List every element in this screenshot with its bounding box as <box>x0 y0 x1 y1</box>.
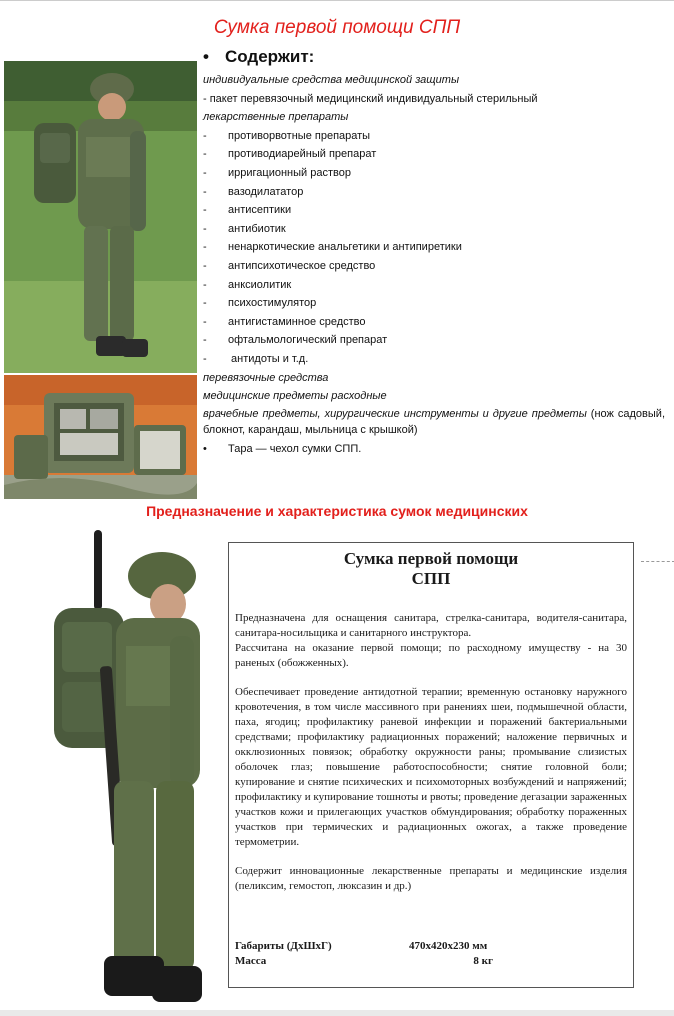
slide-title: Сумка первой помощи СПП <box>213 17 461 38</box>
divider <box>0 1010 674 1016</box>
list-item: - антипсихотическое средство <box>203 259 376 272</box>
specs <box>235 939 627 969</box>
list-item: - анксиолитик <box>203 278 292 291</box>
tare-item: • Тара — чехол сумки СПП. <box>203 442 362 455</box>
section-consumables: медицинские предметы расходные <box>203 390 387 403</box>
line-package: - пакет перевязочный медицинский индивидуальный стерильный <box>203 92 538 105</box>
contents-text: Содержит инновационные лекарственные препараты и медицинские изделия (пеликсим, гемостоп, люксазин и др.) <box>235 865 627 892</box>
list-item: - противодиарейный препарат <box>203 148 377 161</box>
list-item: - вазодилататор <box>203 185 304 198</box>
list-item: - антисептики <box>203 204 292 217</box>
list-item: - психостимулятор <box>203 297 317 310</box>
medical-kit-photo <box>4 375 197 499</box>
top-slide <box>0 0 674 501</box>
soldier-photo <box>4 61 197 373</box>
section-drugs: лекарственные препараты <box>203 111 349 124</box>
capacity-text: Рассчитана на оказание первой помощи; по расходному имуществу - на 30 раненых (обожженных). <box>235 642 627 669</box>
list-item: - антибиотик <box>203 222 286 235</box>
contents-heading-text: Содержит: <box>225 47 315 66</box>
section-dressings: перевязочные средства <box>203 371 329 384</box>
section-instruments: врачебные предметы, хирургические инструменты и другие предметы (нож садовый, блокнот, карандаш, мыльница с крышкой) <box>203 407 665 436</box>
section-protection: индивидуальные средства медицинской защиты <box>203 74 460 86</box>
capabilities-text: Обеспечивает проведение антидотной терапии; временную остановку наружного кровотечения, в том числе массивного при ранениях шеи, подмышечной области, паха, ягодиц; профилактику раневой инфекции и поражений бактериальными средствами; профилактику радиационных поражений; наложение первичных и окклюзионных повязок; обработку окружности раны; промывание слизистых оболочек глаз; повышение работоспособности; снятие головной боли; купирование и снятие психических и психомоторных возбуждений и напряжений; профилактику и купирование тошноты и рвоты; проведение дегазации зараженных участков кожи и прилегающих участков обмундирования; обработку пораженных участков при термических и радиационных ожогах, а также проведение термометрии. <box>235 686 627 848</box>
purpose-text: Предназначена для оснащения санитара, стрелка-санитара, водителя-санитара, санитара-носильщика и санитарного инструктора. <box>235 612 627 639</box>
dimensions-row: Габариты (ДхШхГ) 470х420х230 мм <box>235 940 488 952</box>
list-item: - антигистаминное средство <box>203 315 366 328</box>
spp-description-card <box>228 542 634 988</box>
card-body <box>235 611 627 894</box>
list-item: - ирригационный раствор <box>203 166 351 179</box>
section-title: Предназначение и характеристика сумок медицинских <box>146 503 528 519</box>
list-item: - антидоты и т.д. <box>203 352 309 365</box>
bullet: • <box>203 47 209 66</box>
card-title: Сумка первой помощи СПП <box>343 549 519 588</box>
divider <box>641 561 674 562</box>
soldier-illustration <box>40 526 210 1011</box>
mass-row: Масса 8 кг <box>235 955 493 967</box>
contents-list <box>203 45 665 458</box>
contents-heading <box>203 45 665 69</box>
list-item: - офтальмологический препарат <box>203 334 388 347</box>
list-item: - противорвотные препараты <box>203 129 371 142</box>
list-item: - ненаркотические анальгетики и антипиретики <box>203 241 462 254</box>
